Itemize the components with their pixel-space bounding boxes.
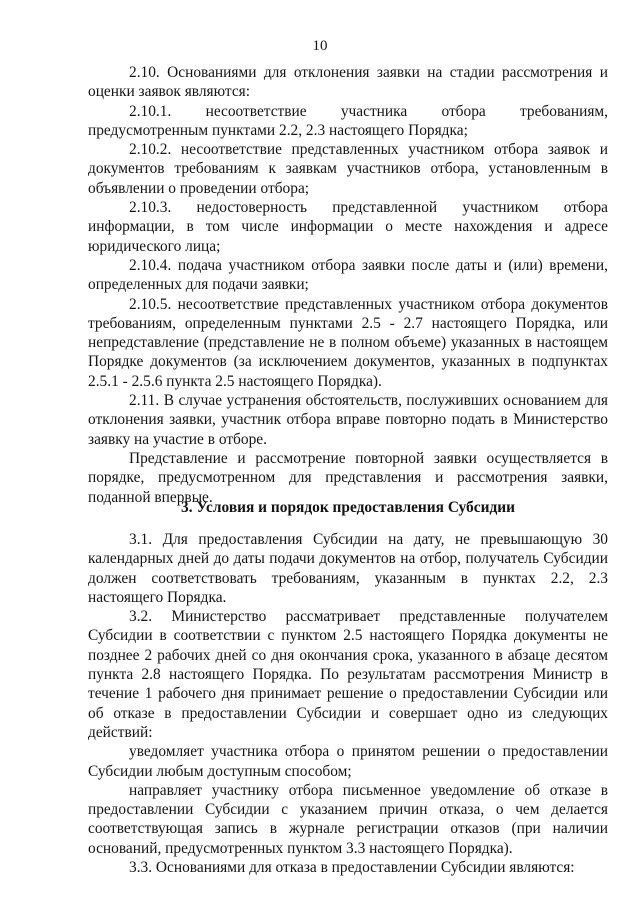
- paragraph-2-10-3: 2.10.3. недостоверность представленной участником отбора информации, в том числе информации о месте нахождения и адресе юридического лица;: [88, 199, 608, 255]
- paragraph-notify: уведомляет участника отбора о принятом решении о предоставлении Субсидии любым доступным способом;: [88, 743, 608, 780]
- paragraph-2-10: 2.10. Основаниями для отклонения заявки на стадии рассмотрения и оценки заявок являются:: [88, 64, 608, 101]
- page-number: 10: [312, 38, 328, 54]
- paragraph-3-3: 3.3. Основаниями для отказа в предоставлении Субсидии являются:: [129, 859, 575, 877]
- paragraph-2-10-4: 2.10.4. подача участником отбора заявки после даты и (или) времени, определенных для подачи заявки;: [88, 256, 608, 294]
- paragraph-refusal-notice: направляет участнику отбора письменное уведомление об отказе в предоставлении Субсидии с указанием причин отказа, о чем делается соответствующая запись в журнале регистрации отказов (при наличии оснований, предусмотренных пунктом 3.3 настоящего Порядка).: [88, 781, 608, 857]
- paragraph-2-11: 2.11. В случае устранения обстоятельств, послуживших основанием для отклонения заявки, участник отбора вправе повторно подать в Министерство заявку на участие в отборе.: [88, 392, 608, 448]
- paragraph-2-10-1: 2.10.1. несоответствие участника отбора требованиям, предусмотренным пунктами 2.2, 2.3 настоящего Порядка;: [88, 102, 608, 139]
- section-title: 3. Условия и порядок предоставления Субсидии: [181, 499, 515, 516]
- body-bottom: [88, 530, 608, 877]
- paragraph-resubmission: Представление и рассмотрение повторной заявки осуществляется в порядке, предусмотренном для представления и рассмотрения заявки, поданной впервые.: [88, 449, 608, 506]
- paragraph-3-1: 3.1. Для предоставления Субсидии на дату, не превышающую 30 календарных дней до даты подачи документов на отбор, получатель Субсидии должен соответствовать требованиям, указанным в пунктах 2.2, 2.3 настоящего Порядка.: [88, 531, 608, 606]
- paragraph-2-10-5: 2.10.5. несоответствие представленных участником отбора документов требованиям, определенным пунктами 2.5 - 2.7 настоящего Порядка, или непредставление (представление не в полном объеме) указанных в настоящем Порядке документов (за исключением документов, указанных в подпунктах 2.5.1 - 2.5.6 пункта 2.5 настоящего Порядка).: [88, 295, 608, 390]
- body-top: [88, 63, 608, 507]
- paragraph-2-10-2: 2.10.2. несоответствие представленных участником отбора заявок и документов требованиям к заявкам участников отбора, установленным в объявлении о проведении отбора;: [88, 141, 608, 197]
- paragraph-3-2: 3.2. Министерство рассматривает представленные получателем Субсидии в соответствии с пунктом 2.5 настоящего Порядка документы не позднее 2 рабочих дней со дня окончания срока, указанного в абзаце десятом пункта 2.8 настоящего Порядка. По результатам рассмотрения Министр в течение 1 рабочего дня принимает решение о предоставлении Субсидии или об отказе в предоставлении Субсидии и совершает одно из следующих действий:: [88, 608, 608, 741]
